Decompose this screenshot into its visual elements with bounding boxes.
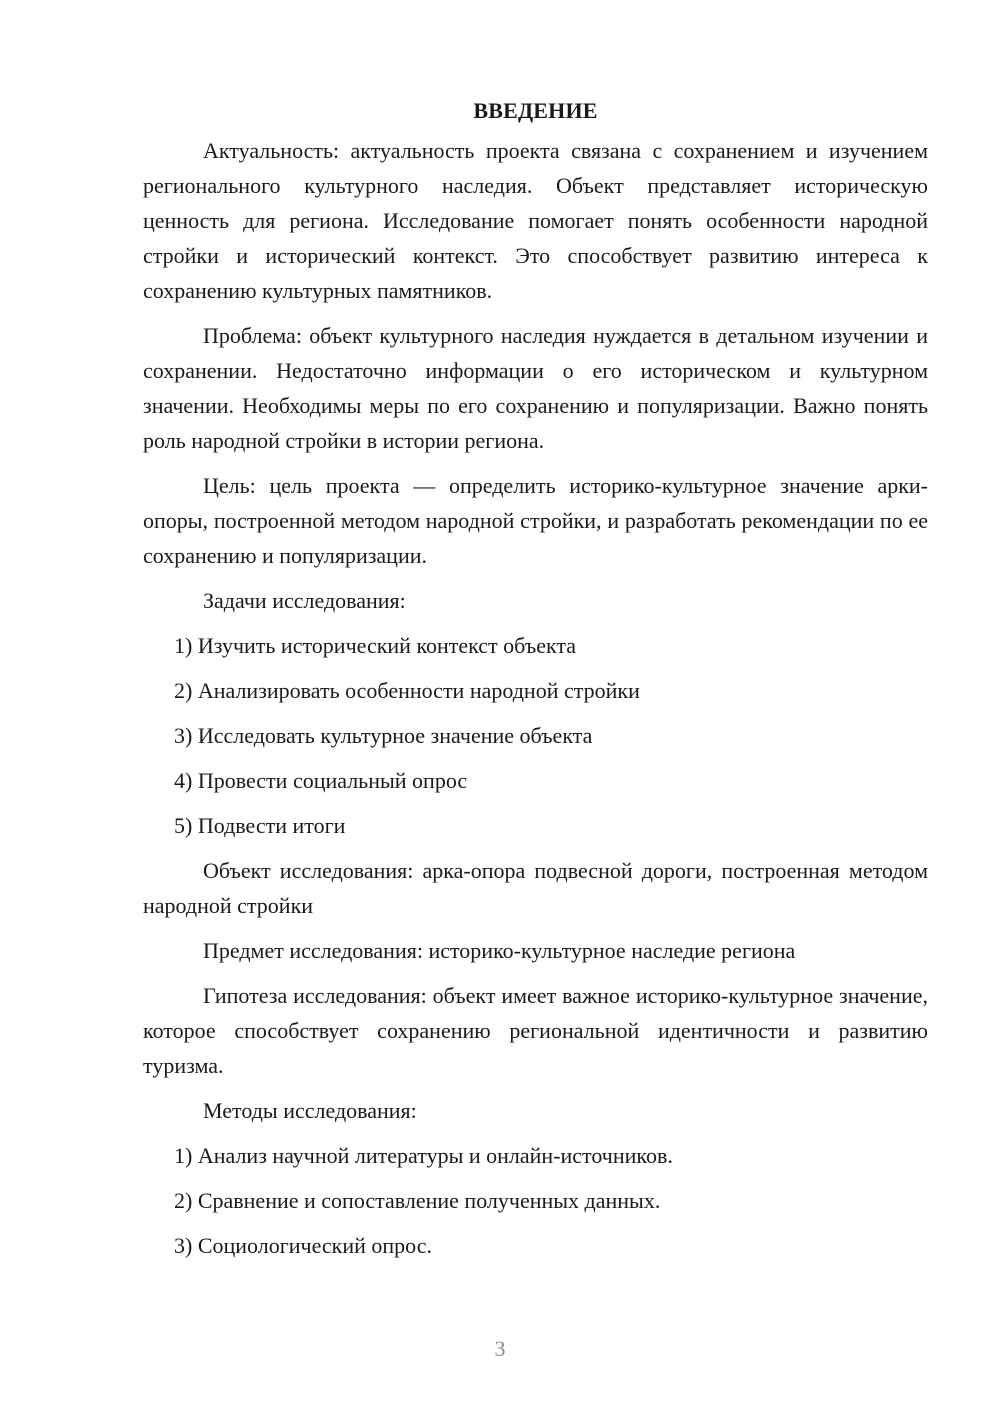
hypothesis-paragraph: Гипотеза исследования: объект имеет важное историко-культурное значение, которое способствует сохранению региональной идентичности и развитию туризма. bbox=[143, 983, 928, 1078]
page-number: 3 bbox=[494, 1336, 506, 1361]
list-item: 2) Сравнение и сопоставление полученных данных. bbox=[174, 1188, 661, 1213]
tasks-heading: Задачи исследования: bbox=[203, 588, 406, 613]
list-item: 2) Анализировать особенности народной стройки bbox=[174, 678, 640, 703]
list-item: 1) Анализ научной литературы и онлайн-источников. bbox=[174, 1143, 673, 1168]
list-item: 3) Исследовать культурное значение объекта bbox=[174, 723, 593, 748]
problem-paragraph: Проблема: объект культурного наследия нуждается в детальном изучении и сохранении. Недостаточно информации о его историческом и культурном значении. Необходимы меры по его сохранению и популяризации. Важно понять роль народной стройки в истории региона. bbox=[143, 323, 928, 453]
document-page bbox=[143, 93, 928, 1273]
methods-heading: Методы исследования: bbox=[203, 1098, 417, 1123]
relevance-paragraph: Актуальность: актуальность проекта связана с сохранением и изучением регионального культурного наследия. Объект представляет историческую ценность для региона. Исследование помогает понять особенности народной стройки и исторический контекст. Это способствует развитию интереса к сохранению культурных памятников. bbox=[143, 138, 928, 303]
subject-paragraph: Предмет исследования: историко-культурное наследие региона bbox=[203, 938, 796, 963]
tasks-list bbox=[143, 628, 928, 843]
list-item: 3) Социологический опрос. bbox=[174, 1233, 432, 1258]
list-item: 1) Изучить исторический контекст объекта bbox=[174, 633, 577, 658]
list-item: 4) Провести социальный опрос bbox=[174, 768, 468, 793]
methods-list bbox=[143, 1138, 928, 1263]
object-paragraph: Объект исследования: арка-опора подвесной дороги, построенная методом народной стройки bbox=[143, 858, 928, 918]
list-item: 5) Подвести итоги bbox=[174, 813, 346, 838]
page-title: ВВЕДЕНИЕ bbox=[473, 98, 598, 123]
goal-paragraph: Цель: цель проекта — определить историко-культурное значение арки-опоры, построенной методом народной стройки, и разработать рекомендации по ее сохранению и популяризации. bbox=[143, 473, 928, 568]
